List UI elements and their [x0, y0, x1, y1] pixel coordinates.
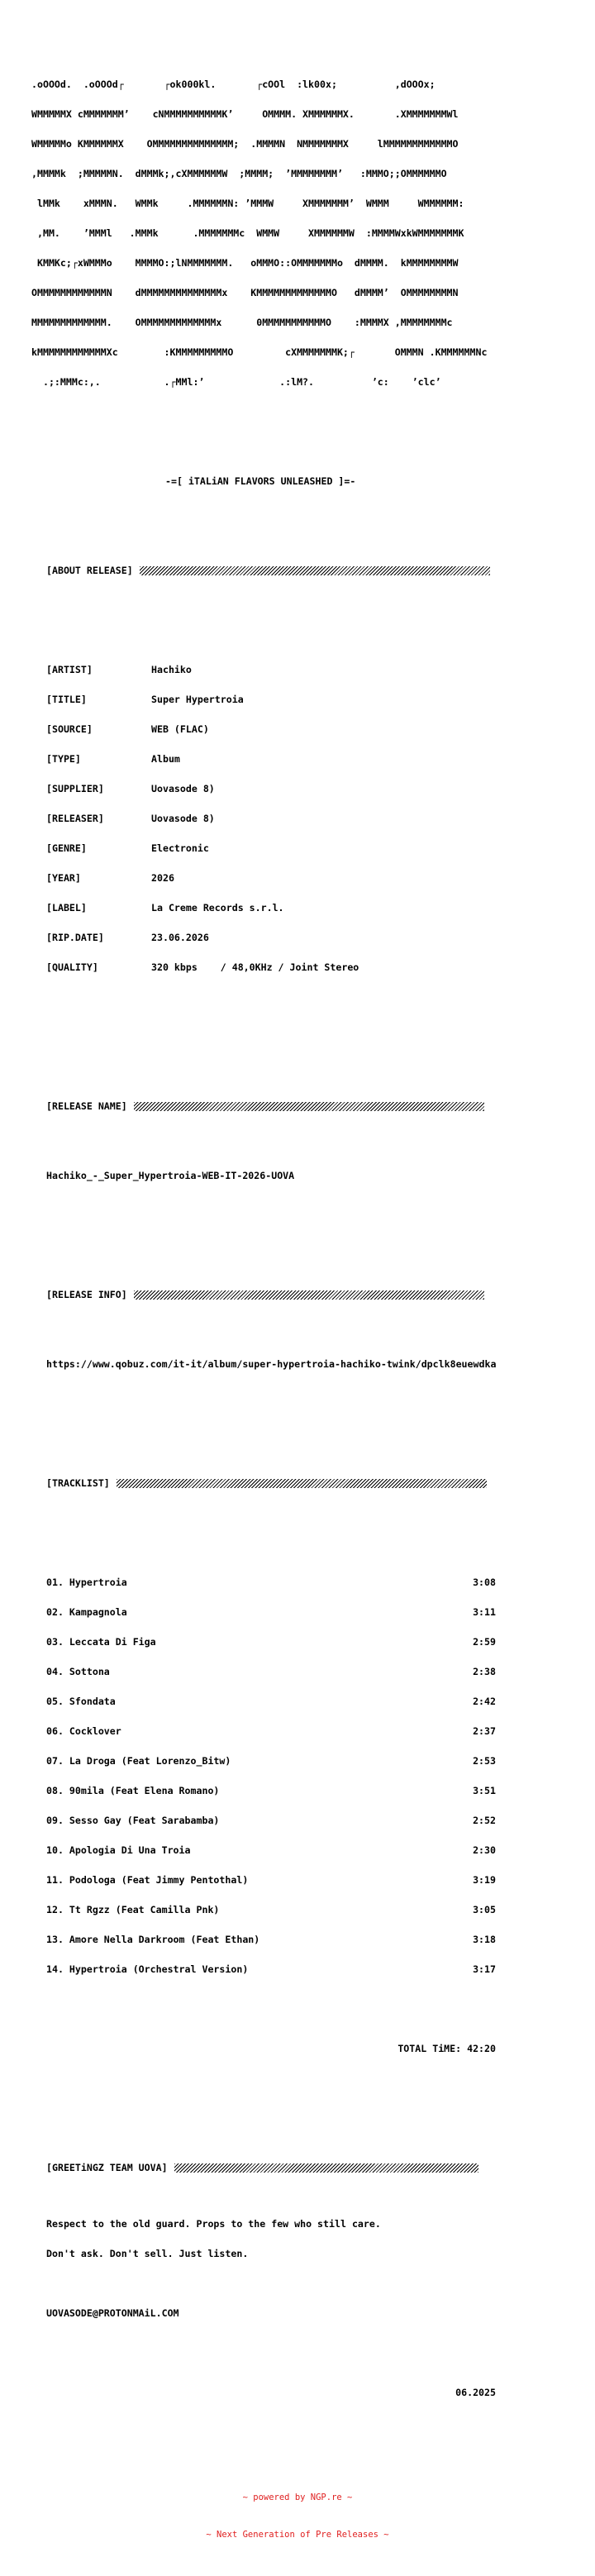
field-row	[0, 724, 569, 734]
footer-tagline: ~ Next Generation of Pre Releases ~	[206, 2530, 389, 2540]
track-title: 09. Sesso Gay (Feat Sarabamba)	[46, 1815, 220, 1826]
hatch-bar	[117, 1479, 487, 1488]
track-title: 08. 90mila (Feat Elena Romano)	[46, 1785, 220, 1796]
track-duration: 3:17	[473, 1963, 496, 1975]
ascii-logo-line: MMMMMMMMMMMMM. OMMMMMMMMMMMMMx 0MMMMMMMMMMMO :MMMMX ,MMMMMMMMc	[31, 317, 453, 328]
field-key: [LABEL]	[46, 902, 87, 914]
field-row	[0, 903, 569, 913]
ascii-logo-line: KMMKc;┌xWMMMo MMMMO:;lNMMMMMMM. oMMMO::OMMMMMMMo dMMMM. kMMMMMMMMW	[31, 257, 459, 269]
ascii-logo-line: WMMMMMX cMMMMMMM’ cNMMMMMMMMMMK’ OMMMM. XMMMMMMX. .XMMMMMMMWl	[31, 108, 459, 120]
release-info-header	[0, 1290, 569, 1300]
ascii-logo-line: lMMk xMMMN. WMMk .MMMMMMN: ’MMMW XMMMMMMM’ WMMM WMMMMMM:	[31, 198, 464, 209]
track-duration: 3:51	[473, 1785, 496, 1796]
about-fields	[0, 645, 569, 992]
track-title: 01. Hypertroia	[46, 1577, 127, 1588]
track-title: 13. Amore Nella Darkroom (Feat Ethan)	[46, 1934, 260, 1945]
track-duration: 3:08	[473, 1577, 496, 1588]
track-row	[0, 1815, 496, 1825]
track-duration: 3:05	[473, 1904, 496, 1915]
field-row	[0, 784, 569, 794]
ascii-logo	[0, 60, 569, 407]
contact-email[interactable]: UOVASODE@PROTONMAiL.COM	[46, 2307, 179, 2319]
release-name-header	[0, 1101, 569, 1111]
section-label: [RELEASE NAME]	[46, 1100, 127, 1112]
ascii-logo-line: .oOOOd. .oOOOd┌ ┌ok000kl. ┌cOOl :lk00x; ,dOOOx;	[31, 79, 436, 90]
tracklist	[0, 1558, 569, 1994]
field-row	[0, 665, 569, 675]
track-title: 04. Sottona	[46, 1666, 110, 1677]
tracklist-header	[0, 1478, 569, 1488]
field-value: Album	[151, 753, 180, 765]
track-title: 11. Podologa (Feat Jimmy Pentothal)	[46, 1874, 249, 1886]
track-row	[0, 1905, 496, 1915]
track-row	[0, 1607, 496, 1617]
field-value: 320 kbps / 48,0KHz / Joint Stereo	[151, 961, 359, 973]
track-duration: 3:18	[473, 1934, 496, 1945]
field-value: Uovasode 8)	[151, 813, 215, 824]
ascii-logo-line: .;:MMMc:,. .┌MMl:’ .:lM?. ’c: ’clc’	[31, 376, 441, 388]
track-title: 06. Cocklover	[46, 1725, 121, 1737]
field-row	[0, 873, 569, 883]
track-title: 14. Hypertroia (Orchestral Version)	[46, 1963, 249, 1975]
track-row	[0, 1934, 496, 1944]
field-row	[0, 843, 569, 853]
field-value: Hachiko	[151, 664, 192, 675]
track-duration: 2:38	[473, 1666, 496, 1677]
hatch-bar	[134, 1290, 484, 1300]
field-value: Super Hypertroia	[151, 694, 244, 705]
track-row	[0, 1845, 496, 1855]
field-value: Electronic	[151, 842, 209, 854]
field-value: La Creme Records s.r.l.	[151, 902, 284, 914]
field-key: [GENRE]	[46, 842, 87, 854]
track-row	[0, 1875, 496, 1885]
greetings-line: Respect to the old guard. Props to the few who still care.	[46, 2218, 381, 2230]
track-row	[0, 1577, 496, 1587]
release-name-value: Hachiko_-_Super_Hypertroia-WEB-IT-2026-UOVA	[46, 1170, 295, 1181]
section-label: [RELEASE INFO]	[46, 1289, 127, 1300]
section-label: [TRACKLIST]	[46, 1477, 110, 1489]
release-date: 06.2025	[455, 2387, 496, 2398]
track-duration: 2:52	[473, 1815, 496, 1826]
track-title: 02. Kampagnola	[46, 1606, 127, 1618]
track-duration: 2:37	[473, 1725, 496, 1737]
total-time: TOTAL TiME: 42:20	[397, 2043, 496, 2054]
tagline: -=[ iTALiAN FLAVORS UNLEASHED ]=-	[165, 475, 356, 487]
track-row	[0, 1786, 496, 1796]
track-row	[0, 1726, 496, 1736]
hatch-bar	[134, 1102, 484, 1111]
hatch-bar	[140, 566, 490, 575]
track-row	[0, 1756, 496, 1766]
release-info-link[interactable]: https://www.qobuz.com/it-it/album/super-hypertroia-hachiko-twink/dpclk8euewdka	[46, 1358, 497, 1370]
field-key: [QUALITY]	[46, 961, 98, 973]
field-row	[0, 754, 569, 764]
field-key: [ARTIST]	[46, 664, 93, 675]
track-row	[0, 1667, 496, 1677]
field-value: 23.06.2026	[151, 932, 209, 943]
track-row	[0, 1964, 496, 1974]
ascii-logo-line: kMMMMMMMMMMMMXc :KMMMMMMMMMO cXMMMMMMMK;┌ OMMMN .KMMMMMMNc	[31, 346, 488, 358]
greetings-line: Don't ask. Don't sell. Just listen.	[46, 2248, 249, 2259]
track-duration: 2:53	[473, 1755, 496, 1767]
track-title: 07. La Droga (Feat Lorenzo_Bitw)	[46, 1755, 231, 1767]
field-key: [SOURCE]	[46, 723, 93, 735]
field-row	[0, 933, 569, 942]
track-duration: 3:19	[473, 1874, 496, 1886]
track-duration: 2:30	[473, 1844, 496, 1856]
track-title: 12. Tt Rgzz (Feat Camilla Pnk)	[46, 1904, 220, 1915]
field-key: [TYPE]	[46, 753, 81, 765]
greetings-header	[0, 2163, 569, 2173]
track-duration: 2:59	[473, 1636, 496, 1648]
field-key: [TITLE]	[46, 694, 87, 705]
ascii-logo-line: ,MMMMk ;MMMMMN. dMMMk;,cXMMMMMMW ;MMMM; ’MMMMMMMM’ :MMMO;;OMMMMMMO	[31, 168, 447, 179]
ascii-logo-line: OMMMMMMMMMMMMN dMMMMMMMMMMMMMMx KMMMMMMMMMMMMMO dMMMM’ OMMMMMMMMN	[31, 287, 459, 298]
field-value: 2026	[151, 872, 174, 884]
field-value: Uovasode 8)	[151, 783, 215, 794]
track-row	[0, 1637, 496, 1647]
track-duration: 2:42	[473, 1696, 496, 1707]
track-row	[0, 1696, 496, 1706]
track-title: 05. Sfondata	[46, 1696, 116, 1707]
field-key: [SUPPLIER]	[46, 783, 104, 794]
field-key: [YEAR]	[46, 872, 81, 884]
ascii-logo-line: ,MM. ’MMMl .MMMk .MMMMMMMc WMMW XMMMMMMW :MMMMWxkWMMMMMMMK	[31, 227, 464, 239]
track-title: 10. Apologia Di Una Troia	[46, 1844, 191, 1856]
field-key: [RELEASER]	[46, 813, 104, 824]
footer-powered-by[interactable]: ~ powered by NGP.re ~	[242, 2493, 353, 2502]
ascii-logo-line: WMMMMMo KMMMMMMX OMMMMMMMMMMMMMM; .MMMMN NMMMMMMMX lMMMMMMMMMMMMO	[31, 138, 459, 150]
footer	[0, 2467, 595, 2566]
field-row	[0, 694, 569, 704]
section-label: [ABOUT RELEASE]	[46, 565, 133, 576]
field-value: WEB (FLAC)	[151, 723, 209, 735]
track-duration: 3:11	[473, 1606, 496, 1618]
about-release-header	[0, 565, 569, 575]
field-key: [RIP.DATE]	[46, 932, 104, 943]
hatch-bar	[174, 2163, 478, 2173]
section-label: [GREETiNGZ TEAM UOVA]	[46, 2162, 168, 2173]
field-row	[0, 962, 569, 972]
field-row	[0, 813, 569, 823]
track-title: 03. Leccata Di Figa	[46, 1636, 156, 1648]
